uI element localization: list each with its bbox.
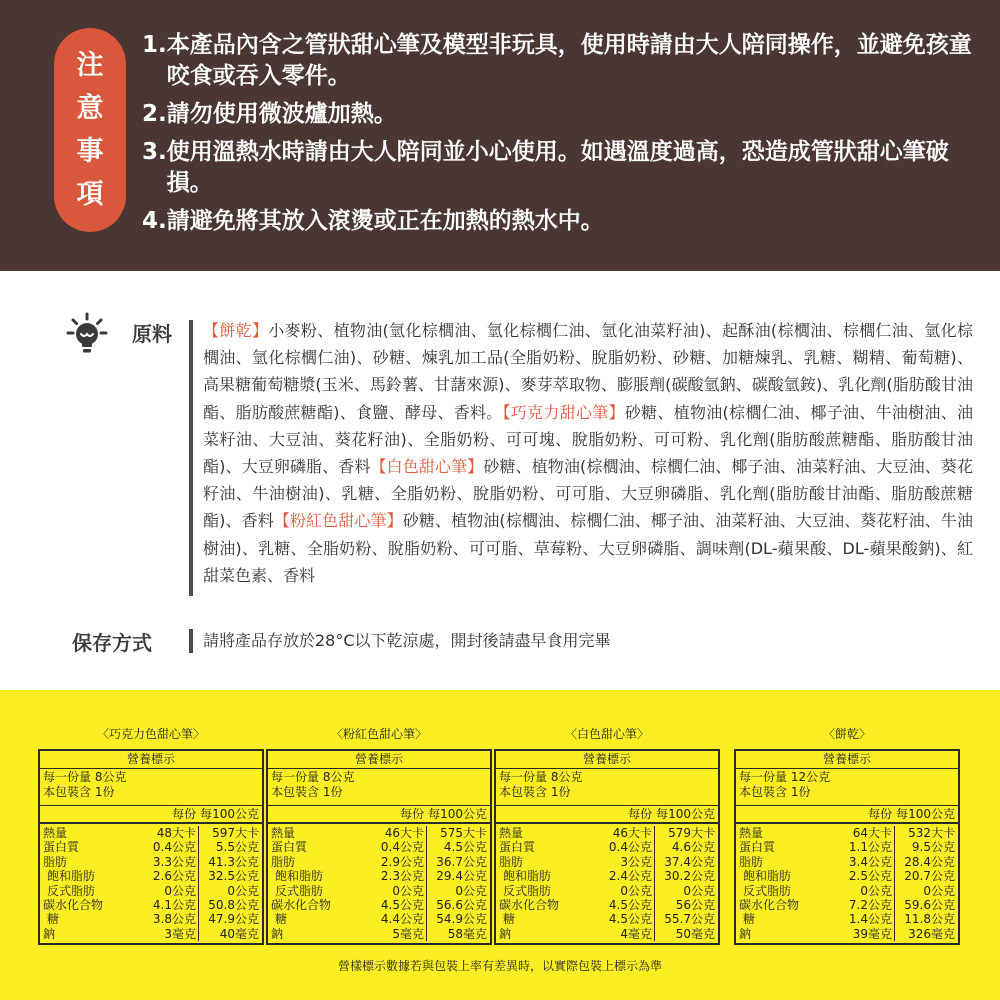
nutrient-per-100g: 28.4公克 [904, 854, 955, 869]
nutrient-name: 蛋白質 [271, 840, 308, 855]
nutrition-panel [266, 725, 492, 945]
nutrition-row [40, 898, 262, 912]
nutrient-name: 反式脂肪 [743, 883, 792, 898]
nutrient-name: 飽和脂肪 [503, 869, 552, 884]
warning-item-number: 2. [142, 101, 167, 127]
nutrient-per-serving: 5毫克 [367, 927, 427, 941]
storage-divider [189, 629, 193, 653]
nutrition-label-box [266, 749, 492, 945]
nutrient-per-100g: 56.6公克 [436, 898, 487, 913]
nutrient-per-100g: 32.5公克 [208, 869, 259, 884]
ingredient-group-tag: 【粉紅色甜心筆】 [273, 511, 403, 531]
nutrient-per-100g: 579大卡 [668, 826, 715, 840]
servings-per-pack: 本包裝含 1份 [499, 785, 571, 799]
nutrition-row [268, 912, 490, 926]
nutrition-footnote: 營樣標示數據若與包裝上率有差異時，以實際包裝上標示為準 [337, 959, 662, 973]
nutrition-column-header [496, 805, 718, 824]
column-per-100g: 每100公克 [428, 807, 487, 821]
warning-item-text: 本產品內含之管狀甜心筆及模型非玩具，使用時請由大人陪同操作，並避免孩童咬食或吞入零件。 [166, 32, 972, 89]
nutrient-name: 脂肪 [43, 854, 68, 869]
nutrient-per-100g: 575大卡 [440, 826, 487, 840]
nutrition-label-box [38, 749, 264, 945]
nutrient-per-serving: 64大卡 [835, 826, 895, 840]
nutrient-name: 糖 [47, 912, 60, 927]
nutrient-per-serving: 2.4公克 [595, 869, 655, 883]
nutrient-name: 鈉 [499, 926, 512, 941]
column-per-100g: 每100公克 [200, 807, 259, 821]
nutrition-row [496, 927, 718, 941]
nutrient-name: 蛋白質 [43, 840, 80, 855]
nutrition-row [736, 826, 958, 840]
nutrient-per-serving: 4.5公克 [595, 912, 655, 926]
nutrient-per-serving: 3.8公克 [139, 912, 199, 926]
nutrient-name: 熱量 [739, 826, 764, 840]
nutrition-row [736, 898, 958, 912]
column-per-serving: 每份 [400, 807, 425, 821]
nutrition-column-header [40, 805, 262, 824]
nutrient-per-100g: 532大卡 [908, 826, 955, 840]
nutrient-per-100g: 54.9公克 [436, 912, 487, 927]
nutrition-row [268, 840, 490, 854]
nutrition-rows [268, 824, 490, 943]
nutrient-name: 碳水化合物 [499, 898, 560, 913]
nutrient-name: 碳水化合物 [271, 898, 332, 913]
warning-item-number: 1. [142, 32, 167, 58]
nutrient-name: 脂肪 [271, 854, 296, 869]
nutrient-name: 鈉 [739, 926, 752, 941]
nutrient-per-100g: 5.5公克 [215, 840, 259, 855]
ingredient-group-tag: 【餅乾】 [203, 321, 269, 340]
nutrient-per-100g: 37.4公克 [664, 854, 715, 869]
nutrition-rows [40, 824, 262, 943]
nutrient-per-serving: 0.4公克 [139, 840, 199, 854]
nutrition-row [496, 855, 718, 869]
nutrition-row [268, 826, 490, 840]
nutrition-row [40, 826, 262, 840]
warning-badge-char: 項 [76, 179, 104, 210]
nutrition-heading: 營養標示 [736, 751, 958, 769]
nutrient-per-serving: 0公克 [595, 884, 655, 898]
nutrient-per-serving: 4.4公克 [367, 912, 427, 926]
nutrient-per-serving: 7.2公克 [835, 898, 895, 912]
nutrition-row [496, 826, 718, 840]
nutrition-row [736, 840, 958, 854]
warning-item [142, 206, 987, 237]
nutrient-per-100g: 0公克 [683, 883, 715, 898]
ingredients-text [203, 317, 973, 589]
column-per-serving: 每份 [868, 807, 893, 821]
warning-item [142, 30, 987, 92]
nutrition-column-header [736, 805, 958, 824]
nutrient-per-serving: 2.3公克 [367, 869, 427, 883]
nutrition-rows [496, 824, 718, 943]
warning-item-text: 請勿使用微波爐加熱。 [166, 101, 397, 127]
nutrient-per-100g: 47.9公克 [208, 912, 259, 927]
nutrition-row [736, 869, 958, 883]
nutrient-per-100g: 30.2公克 [664, 869, 715, 884]
ingredient-group-text: 砂糖、植物油(棕櫚仁油、椰子油、牛油樹油、油菜籽油、大豆油、葵花籽油)、全脂奶粉、可可塊、脫脂奶粉、可可粉、乳化劑(脂肪酸蔗糖酯、脂肪酸甘油酯)、大豆卵磷脂、香料 [203, 402, 973, 477]
nutrition-row [40, 884, 262, 898]
nutrition-label-box [734, 749, 960, 945]
nutrient-per-100g: 50毫克 [675, 926, 715, 941]
storage-text: 請將產品存放於28°C以下乾涼處，開封後請盡早食用完畢 [203, 631, 611, 650]
nutrient-name: 反式脂肪 [47, 883, 96, 898]
nutrient-per-serving: 2.5公克 [835, 869, 895, 883]
nutrient-per-serving: 3毫克 [139, 927, 199, 941]
nutrition-rows [736, 824, 958, 943]
nutrition-row [736, 855, 958, 869]
lightbulb-icon [66, 312, 108, 356]
ingredient-group-tag: 【巧克力甜心筆】 [502, 402, 625, 422]
warning-badge-char: 意 [76, 93, 104, 124]
nutrition-panel-title: 〈粉紅色甜心筆〉 [330, 727, 427, 741]
nutrient-name: 熱量 [43, 826, 68, 840]
nutrition-row [268, 898, 490, 912]
nutrient-name: 熱量 [499, 826, 524, 840]
nutrient-per-100g: 59.6公克 [904, 898, 955, 913]
ingredients-label: 原料 [132, 322, 172, 346]
column-per-100g: 每100公克 [656, 807, 715, 821]
serving-size: 每一份量 8公克 [43, 770, 127, 784]
nutrition-row [268, 927, 490, 941]
nutrient-name: 碳水化合物 [739, 898, 800, 913]
nutrition-row [496, 869, 718, 883]
nutrient-per-100g: 50.8公克 [208, 898, 259, 913]
warning-item [142, 137, 987, 199]
servings-per-pack: 本包裝含 1份 [271, 785, 343, 799]
nutrient-name: 飽和脂肪 [47, 869, 96, 884]
nutrient-name: 蛋白質 [739, 840, 776, 855]
nutrition-panel-title: 〈巧克力色甜心筆〉 [96, 727, 205, 741]
nutrition-row [40, 927, 262, 941]
ingredient-group-text: 砂糖、植物油(棕櫚油、棕櫚仁油、椰子油、油菜籽油、大豆油、葵花籽油、牛油樹油)、乳糖、全脂奶粉、脫脂奶粉、可可脂、大豆卵磷脂、乳化劑(脂肪酸甘油酯、脂肪酸蔗糖酯)、香料 [203, 457, 973, 531]
nutrition-row [40, 912, 262, 926]
nutrient-per-serving: 4.1公克 [139, 898, 199, 912]
nutrition-row [736, 912, 958, 926]
nutrient-per-100g: 55.7公克 [664, 912, 715, 927]
warning-badge [54, 28, 126, 232]
nutrient-per-100g: 0公克 [923, 883, 955, 898]
nutrient-name: 反式脂肪 [503, 883, 552, 898]
nutrient-per-100g: 40毫克 [219, 926, 259, 941]
nutrition-heading: 營養標示 [496, 751, 718, 769]
warning-item-text: 請避免將其放入滾燙或正在加熱的熱水中。 [166, 208, 604, 234]
nutrient-per-serving: 4.5公克 [367, 898, 427, 912]
nutrient-per-serving: 0公克 [835, 884, 895, 898]
nutrient-per-serving: 3.3公克 [139, 855, 199, 869]
nutrition-row [496, 884, 718, 898]
nutrient-per-serving: 0公克 [139, 884, 199, 898]
nutrient-name: 反式脂肪 [275, 883, 324, 898]
nutrition-panel-title: 〈餅乾〉 [822, 727, 871, 741]
nutrient-per-serving: 4毫克 [595, 927, 655, 941]
warning-item [142, 99, 987, 130]
nutrient-name: 飽和脂肪 [743, 869, 792, 884]
nutrient-per-serving: 1.1公克 [835, 840, 895, 854]
nutrient-name: 鈉 [271, 926, 284, 941]
serving-size: 每一份量 8公克 [499, 770, 583, 784]
warning-item-number: 3. [142, 139, 167, 165]
nutrient-per-100g: 4.6公克 [671, 840, 715, 855]
nutrient-name: 飽和脂肪 [275, 869, 324, 884]
nutrient-per-100g: 4.5公克 [443, 840, 487, 855]
nutrient-per-serving: 1.4公克 [835, 912, 895, 926]
nutrition-heading: 營養標示 [40, 751, 262, 769]
nutrient-per-serving: 4.5公克 [595, 898, 655, 912]
nutrient-per-100g: 11.8公克 [904, 912, 955, 927]
nutrient-per-100g: 58毫克 [447, 926, 487, 941]
nutrient-name: 糖 [743, 912, 756, 927]
nutrition-row [40, 869, 262, 883]
storage-label: 保存方式 [72, 631, 152, 655]
ingredients-divider [189, 320, 193, 596]
nutrient-per-100g: 56公克 [675, 898, 715, 913]
nutrient-per-serving: 2.9公克 [367, 855, 427, 869]
column-per-100g: 每100公克 [896, 807, 955, 821]
warning-badge-char: 注 [76, 50, 104, 81]
servings-per-pack: 本包裝含 1份 [43, 785, 115, 799]
warning-badge-char: 事 [76, 136, 104, 167]
nutrient-name: 糖 [503, 912, 516, 927]
nutrition-row [268, 884, 490, 898]
nutrient-name: 糖 [275, 912, 288, 927]
nutrition-row [496, 840, 718, 854]
nutrient-per-serving: 46大卡 [367, 826, 427, 840]
nutrition-row [736, 884, 958, 898]
column-per-serving: 每份 [628, 807, 653, 821]
nutrient-per-100g: 41.3公克 [208, 854, 259, 869]
nutrient-per-100g: 597大卡 [212, 826, 259, 840]
nutrient-per-serving: 0.4公克 [367, 840, 427, 854]
nutrient-per-100g: 20.7公克 [904, 869, 955, 884]
nutrient-per-serving: 3公克 [595, 855, 655, 869]
nutrition-row [736, 927, 958, 941]
nutrition-label-box [494, 749, 720, 945]
nutrient-name: 脂肪 [739, 854, 764, 869]
nutrient-name: 蛋白質 [499, 840, 536, 855]
nutrition-panel [38, 725, 264, 945]
nutrition-panel-title: 〈白色甜心筆〉 [564, 727, 649, 741]
nutrition-row [268, 855, 490, 869]
warning-section [0, 0, 1000, 271]
nutrient-name: 碳水化合物 [43, 898, 104, 913]
nutrition-row [496, 898, 718, 912]
nutrition-column-header [268, 805, 490, 824]
nutrient-per-100g: 0公克 [227, 883, 259, 898]
nutrient-per-serving: 48大卡 [139, 826, 199, 840]
warning-item-number: 4. [142, 208, 167, 234]
ingredient-group-text: 小麥粉、植物油(氫化棕櫚油、氫化棕櫚仁油、氫化油菜籽油)、起酥油(棕櫚油、棕櫚仁油、氫化棕櫚油、氫化棕櫚仁油)、砂糖、煉乳加工品(全脂奶粉、脫脂奶粉、砂糖、加糖煉乳、乳糖、糊精、葡萄糖)、高果糖葡萄糖漿(玉米、馬鈴薯、甘藷來源)、麥芽萃取物、膨脹劑(碳酸氫鈉、碳酸氫銨)、乳化劑(脂肪酸甘油酯、脂肪酸蔗糖酯)、食鹽、酵母、香料。 [203, 321, 973, 422]
serving-size: 每一份量 8公克 [271, 770, 355, 784]
nutrient-name: 熱量 [271, 826, 296, 840]
warning-item-text: 使用溫熱水時請由大人陪同並小心使用。如遇溫度過高，恐造成管狀甜心筆破損。 [166, 139, 949, 196]
nutrition-panel [734, 725, 960, 945]
ingredient-group-text: 砂糖、植物油(棕櫚油、棕櫚仁油、椰子油、油菜籽油、大豆油、葵花籽油、牛油樹油)、乳糖、全脂奶粉、脫脂奶粉、可可脂、草莓粉、大豆卵磷脂、調味劑(DL-蘋果酸、DL-蘋果酸鈉)、紅甜菜色素、香料 [203, 511, 973, 585]
nutrient-per-100g: 29.4公克 [436, 869, 487, 884]
nutrition-row [40, 840, 262, 854]
nutrition-heading: 營養標示 [268, 751, 490, 769]
nutrient-per-serving: 0公克 [367, 884, 427, 898]
nutrient-per-serving: 39毫克 [835, 927, 895, 941]
nutrition-row [268, 869, 490, 883]
serving-size: 每一份量 12公克 [739, 770, 831, 784]
warning-list [142, 30, 987, 244]
nutrient-per-100g: 326毫克 [908, 926, 955, 941]
nutrient-name: 鈉 [43, 926, 56, 941]
nutrition-panel [494, 725, 720, 945]
nutrient-per-100g: 36.7公克 [436, 854, 487, 869]
nutrient-per-serving: 2.6公克 [139, 869, 199, 883]
nutrient-per-serving: 3.4公克 [835, 855, 895, 869]
nutrient-per-serving: 0.4公克 [595, 840, 655, 854]
column-per-serving: 每份 [172, 807, 197, 821]
nutrition-row [40, 855, 262, 869]
nutrient-per-100g: 0公克 [455, 883, 487, 898]
nutrient-per-serving: 46大卡 [595, 826, 655, 840]
servings-per-pack: 本包裝含 1份 [739, 785, 811, 799]
nutrition-row [496, 912, 718, 926]
ingredient-group-tag: 【白色甜心筆】 [370, 457, 484, 477]
nutrient-per-100g: 9.5公克 [911, 840, 955, 855]
nutrient-name: 脂肪 [499, 854, 524, 869]
